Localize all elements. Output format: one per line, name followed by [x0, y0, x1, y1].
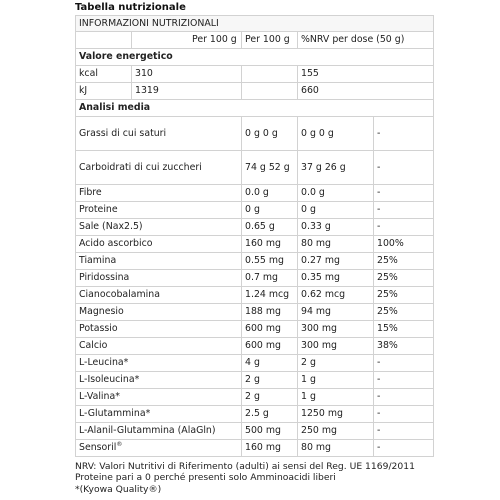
row-label-text: L-Isoleucina* [79, 374, 140, 386]
cell-per-dose: 0.62 mcg [298, 287, 374, 304]
row-label-text: Calcio [79, 340, 108, 352]
table-row [76, 236, 434, 253]
cell-nrv: 38% [374, 338, 434, 355]
table-row [76, 83, 434, 100]
table-row [76, 423, 434, 440]
cell-per-dose: 1250 mg [298, 406, 374, 423]
row-label [76, 423, 242, 440]
cell-per-dose: 37 g 26 g [298, 151, 374, 185]
row-label-text: Sensoril [79, 442, 117, 454]
footnotes [75, 461, 415, 495]
row-label [76, 389, 242, 406]
table-row [76, 202, 434, 219]
section-row [76, 100, 434, 117]
cell-per-dose: 1 g [298, 389, 374, 406]
cell-per-dose: 0.0 g [298, 185, 374, 202]
cell-per100g: 0 g 0 g [242, 117, 298, 151]
table-row [76, 270, 434, 287]
row-label [76, 338, 242, 355]
row-label-text: Fibre [79, 187, 102, 199]
row-label-text: Carboidrati di cui zuccheri [79, 161, 202, 173]
table-heading-row [76, 16, 434, 32]
cell-nrv: 25% [374, 253, 434, 270]
column-header: %NRV per dose (50 g) [298, 32, 374, 49]
cell-nrv: - [374, 389, 434, 406]
row-label-text: Tiamina [79, 255, 117, 267]
cell-nrv: - [374, 151, 434, 185]
cell-per-dose: 300 mg [298, 338, 374, 355]
cell-per100g: 160 mg [242, 440, 298, 457]
cell-nrv: 25% [374, 270, 434, 287]
column-header: Per 100 g [132, 32, 242, 49]
table-row [76, 372, 434, 389]
row-label: kJ [76, 83, 132, 100]
cell-per100g: 0 g [242, 202, 298, 219]
cell-per100g: 160 mg [242, 236, 298, 253]
cell-per-dose: 94 mg [298, 304, 374, 321]
cell-nrv: 25% [374, 287, 434, 304]
row-label [76, 219, 242, 236]
table-row [76, 406, 434, 423]
table-header-row [76, 32, 434, 49]
cell-per100g: 0.7 mg [242, 270, 298, 287]
cell-per-dose: 0.35 mg [298, 270, 374, 287]
row-label [76, 304, 242, 321]
cell-nrv: - [374, 117, 434, 151]
column-header: Per 100 g [242, 32, 298, 49]
row-label [76, 117, 242, 151]
cell-nrv: - [374, 202, 434, 219]
cell-per-dose: 2 g [298, 355, 374, 372]
cell-nrv: - [374, 185, 434, 202]
column-header [76, 32, 132, 49]
cell-value [242, 66, 298, 83]
cell-per-dose: 0 g [298, 202, 374, 219]
table-row [76, 219, 434, 236]
cell-per100: 1319 [132, 83, 242, 100]
document-title: Tabella nutrizionale [75, 2, 186, 13]
row-label [76, 355, 242, 372]
cell-per-dose: 80 mg [298, 440, 374, 457]
footnote-kyowa: *(Kyowa Quality®) [75, 483, 162, 495]
cell-per100g: 0.65 g [242, 219, 298, 236]
table-row [76, 389, 434, 406]
cell-value: 155 [298, 66, 374, 83]
cell-per-dose: 1 g [298, 372, 374, 389]
table-row [76, 304, 434, 321]
cell-per100g: 2 g [242, 389, 298, 406]
table-row [76, 185, 434, 202]
cell-per100g: 1.24 mcg [242, 287, 298, 304]
row-label [76, 372, 242, 389]
cell-per100g: 4 g [242, 355, 298, 372]
row-label [76, 287, 242, 304]
table-row [76, 117, 434, 151]
cell-per-dose: 0 g 0 g [298, 117, 374, 151]
section-analysis: Analisi media [76, 100, 434, 117]
registered-mark: ® [116, 441, 123, 449]
section-energy: Valore energetico [76, 49, 434, 66]
cell-per-dose: 0.33 g [298, 219, 374, 236]
table-row [76, 66, 434, 83]
table-row [76, 151, 434, 185]
row-label-text: Piridossina [79, 272, 130, 284]
cell-per-dose: 0.27 mg [298, 253, 374, 270]
table-heading: INFORMAZIONI NUTRIZIONALI [76, 16, 434, 32]
footnote-nrv: NRV: Valori Nutritivi di Riferimento (adulti) ai sensi del Reg. UE 1169/2011 [75, 461, 415, 472]
cell-nrv: - [374, 219, 434, 236]
table-row [76, 287, 434, 304]
cell-nrv: - [374, 440, 434, 457]
row-label [76, 185, 242, 202]
row-label-text: Potassio [79, 323, 118, 335]
row-label [76, 270, 242, 287]
cell-per-dose: 80 mg [298, 236, 374, 253]
cell-per100g: 2.5 g [242, 406, 298, 423]
cell-nrv: - [374, 406, 434, 423]
row-label-text: L-Leucina* [79, 357, 129, 369]
cell-per100g: 600 mg [242, 321, 298, 338]
row-label-text: Grassi di cui saturi [79, 127, 167, 139]
row-label [76, 236, 242, 253]
cell-per100g: 500 mg [242, 423, 298, 440]
row-label-text: Acido ascorbico [79, 238, 153, 250]
cell-value: 660 [298, 83, 374, 100]
cell-per100g: 2 g [242, 372, 298, 389]
cell-per100g: 188 mg [242, 304, 298, 321]
cell-per100g: 0.0 g [242, 185, 298, 202]
row-label: kcal [76, 66, 132, 83]
row-label-text: Sale (Nax2.5) [79, 221, 143, 233]
row-label-text: Proteine [79, 204, 118, 216]
cell-value [374, 66, 434, 83]
cell-per100g: 600 mg [242, 338, 298, 355]
cell-value [242, 83, 298, 100]
cell-nrv: 100% [374, 236, 434, 253]
row-label [76, 253, 242, 270]
row-label [76, 151, 242, 185]
row-label-text: L-Alanil-Glutammina (AlaGln) [79, 425, 216, 437]
row-label-text: Cianocobalamina [79, 289, 160, 301]
table-row [76, 253, 434, 270]
table-row [76, 338, 434, 355]
table-row [76, 440, 434, 457]
cell-per100g: 0.55 mg [242, 253, 298, 270]
cell-nrv: - [374, 372, 434, 389]
row-label [76, 440, 242, 457]
cell-nrv: - [374, 355, 434, 372]
footnote-proteins: Proteine pari a 0 perché presenti solo Amminoacidi liberi [75, 472, 336, 484]
row-label-text: L-Valina* [79, 391, 120, 403]
cell-per100g: 74 g 52 g [242, 151, 298, 185]
section-row [76, 49, 434, 66]
cell-nrv: - [374, 423, 434, 440]
row-label-text: L-Glutammina* [79, 408, 151, 420]
cell-nrv: 25% [374, 304, 434, 321]
nutrition-table [75, 15, 434, 457]
table-row [76, 355, 434, 372]
cell-per-dose: 300 mg [298, 321, 374, 338]
cell-per100: 310 [132, 66, 242, 83]
row-label [76, 321, 242, 338]
row-label-text: Magnesio [79, 306, 124, 318]
cell-per-dose: 250 mg [298, 423, 374, 440]
row-label [76, 202, 242, 219]
row-label [76, 406, 242, 423]
table-row [76, 321, 434, 338]
cell-value [374, 83, 434, 100]
cell-nrv: 15% [374, 321, 434, 338]
